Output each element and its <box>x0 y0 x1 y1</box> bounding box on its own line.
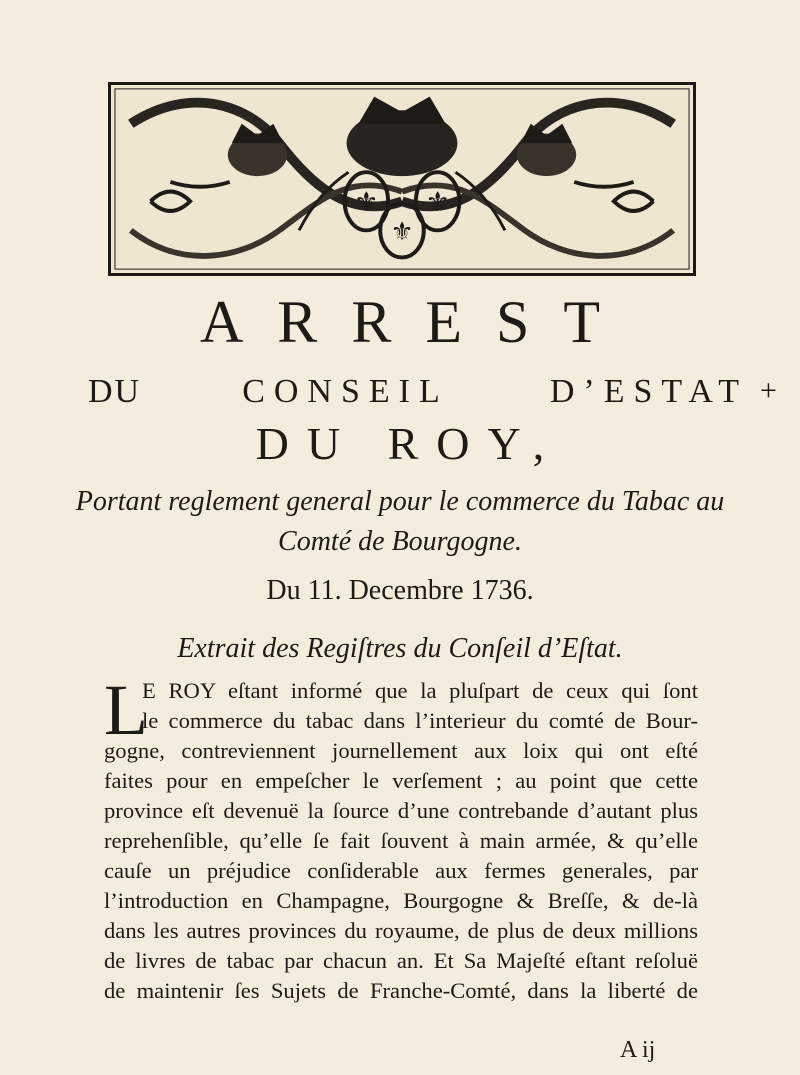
royal-arms-engraving-icon <box>111 85 693 273</box>
document-subtitle-conseil <box>88 372 748 412</box>
document-subject <box>60 482 740 562</box>
subtitle-du: DU <box>88 373 142 410</box>
subtitle-conseil: CONSEIL <box>242 373 449 410</box>
body-line: province eſt devenuë la ſource d’une contrebande d’autant plus <box>104 798 698 823</box>
drop-cap: L <box>104 670 148 750</box>
body-text <box>104 670 698 1006</box>
body-line: de maintenir ſes Sujets de Franche-Comté, dans la liberté de <box>104 978 698 1003</box>
body-line: reprehenſible, qu’elle ſe fait ſouvent à main armée, & qu’elle <box>104 828 698 853</box>
svg-text:⚜: ⚜ <box>425 187 451 218</box>
document-title: ARREST <box>199 289 635 355</box>
body-line: cauſe un préjudice conſiderable aux fermes generales, par <box>104 858 698 883</box>
document-extract-heading: Extrait des Regiſtres du Conſeil d’Eſtat. <box>177 633 623 664</box>
body-line: dans les autres provinces du royaume, de plus de deux millions <box>104 918 698 943</box>
subtitle-estat: D’ESTAT <box>549 373 748 410</box>
document-date: Du 11. Decembre 1736. <box>266 575 534 606</box>
body-line: l’introduction en Champagne, Bourgogne & Breſſe, & de-là <box>104 888 698 913</box>
body-line: le commerce du tabac dans l’interieur du comté de Bour- <box>142 708 698 733</box>
subject-line-1: Portant reglement general pour le commerce du Tabac au <box>75 486 725 517</box>
body-line: gogne, contreviennent journellement aux loix qui ont eſté <box>104 738 698 763</box>
document-subtitle-roy: DU ROY, <box>255 418 563 469</box>
svg-text:⚜: ⚜ <box>390 217 414 247</box>
ornamental-headpiece <box>108 82 696 276</box>
page-signature-mark: A ij <box>620 1037 656 1063</box>
body-line: de livres de tabac par chacun an. Et Sa Majeſté eſtant reſoluë <box>104 948 698 973</box>
body-line: faites pour en empeſcher le verſement ; au point que cette <box>104 768 698 793</box>
subject-line-2: Comté de Bourgogne. <box>278 526 522 557</box>
svg-text:⚜: ⚜ <box>353 187 379 218</box>
body-line: E ROY eſtant informé que la pluſpart de ceux qui ſont <box>142 678 698 703</box>
margin-mark: + <box>760 374 777 407</box>
